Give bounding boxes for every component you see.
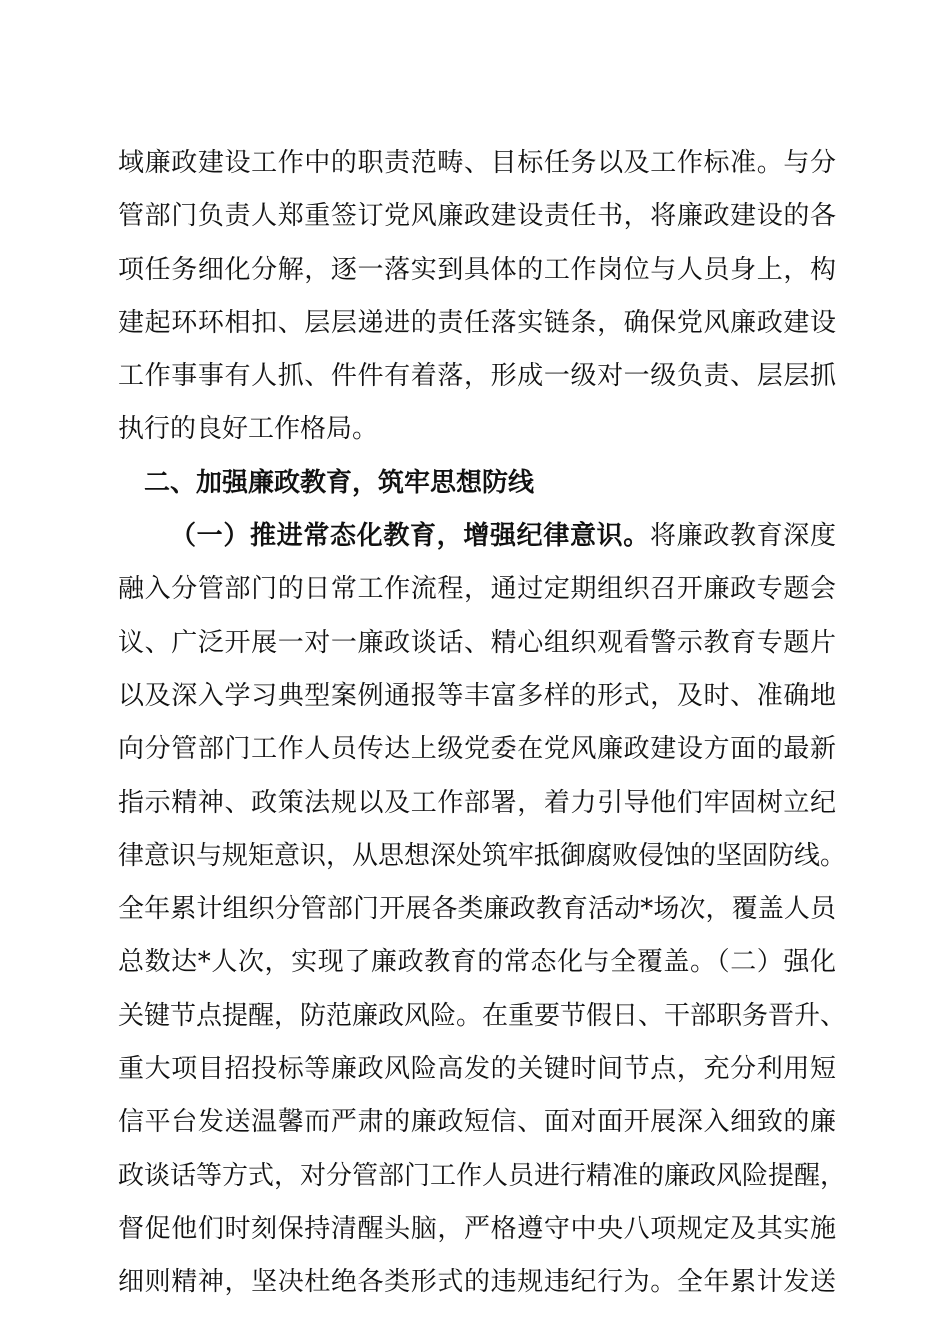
paragraph-line: 以及深入学习典型案例通报等丰富多样的形式，及时、准确地 [118,680,836,711]
subsection-text: 将廉政教育深度 [649,521,836,552]
paragraph-line: 建起环环相扣、层层递进的责任落实链条，确保党风廉政建设 [118,307,836,338]
paragraph-line: 执行的良好工作格局。 [118,414,379,445]
paragraph-line: 总数达*人次，实现了廉政教育的常态化与全覆盖。（二）强化 [118,947,836,978]
paragraph-line: 议、广泛开展一对一廉政谈话、精心组织观看警示教育专题片 [118,627,836,658]
paragraph-line: 项任务细化分解，逐一落实到具体的工作岗位与人员身上，构 [118,254,836,285]
paragraph-line: 督促他们时刻保持清醒头脑，严格遵守中央八项规定及其实施 [118,1213,836,1244]
paragraph-line: 工作事事有人抓、件件有着落，形成一级对一级负责、层层抓 [118,361,836,392]
paragraph-line: 向分管部门工作人员传达上级党委在党风廉政建设方面的最新 [118,734,836,765]
paragraph-line: 重大项目招投标等廉政风险高发的关键时间节点，充分利用短 [118,1054,836,1085]
paragraph-line: 融入分管部门的日常工作流程，通过定期组织召开廉政专题会 [118,574,836,605]
paragraph-line: 律意识与规矩意识，从思想深处筑牢抵御腐败侵蚀的坚固防线。 [118,840,847,871]
paragraph-line: 指示精神、政策法规以及工作部署，着力引导他们牢固树立纪 [118,787,836,818]
paragraph-line: 管部门负责人郑重签订党风廉政建设责任书，将廉政建设的各 [118,201,836,232]
paragraph-line: 全年累计组织分管部门开展各类廉政教育活动*场次，覆盖人员 [118,894,836,925]
section-heading: 二、加强廉政教育，筑牢思想防线 [144,467,535,498]
document-body [118,137,847,1310]
paragraph-line: 关键节点提醒，防范廉政风险。在重要节假日、干部职务晋升、 [118,1000,847,1031]
subsection-first-line [118,510,836,563]
subsection-title: （一）推进常态化教育，增强纪律意识。 [170,521,650,552]
paragraph-line: 信平台发送温馨而严肃的廉政短信、面对面开展深入细致的廉 [118,1107,836,1138]
paragraph-line: 政谈话等方式，对分管部门工作人员进行精准的廉政风险提醒， [118,1160,847,1191]
paragraph-line: 域廉政建设工作中的职责范畴、目标任务以及工作标准。与分 [118,148,836,178]
paragraph-line: 细则精神，坚决杜绝各类形式的违规违纪行为。全年累计发送 [118,1267,836,1298]
